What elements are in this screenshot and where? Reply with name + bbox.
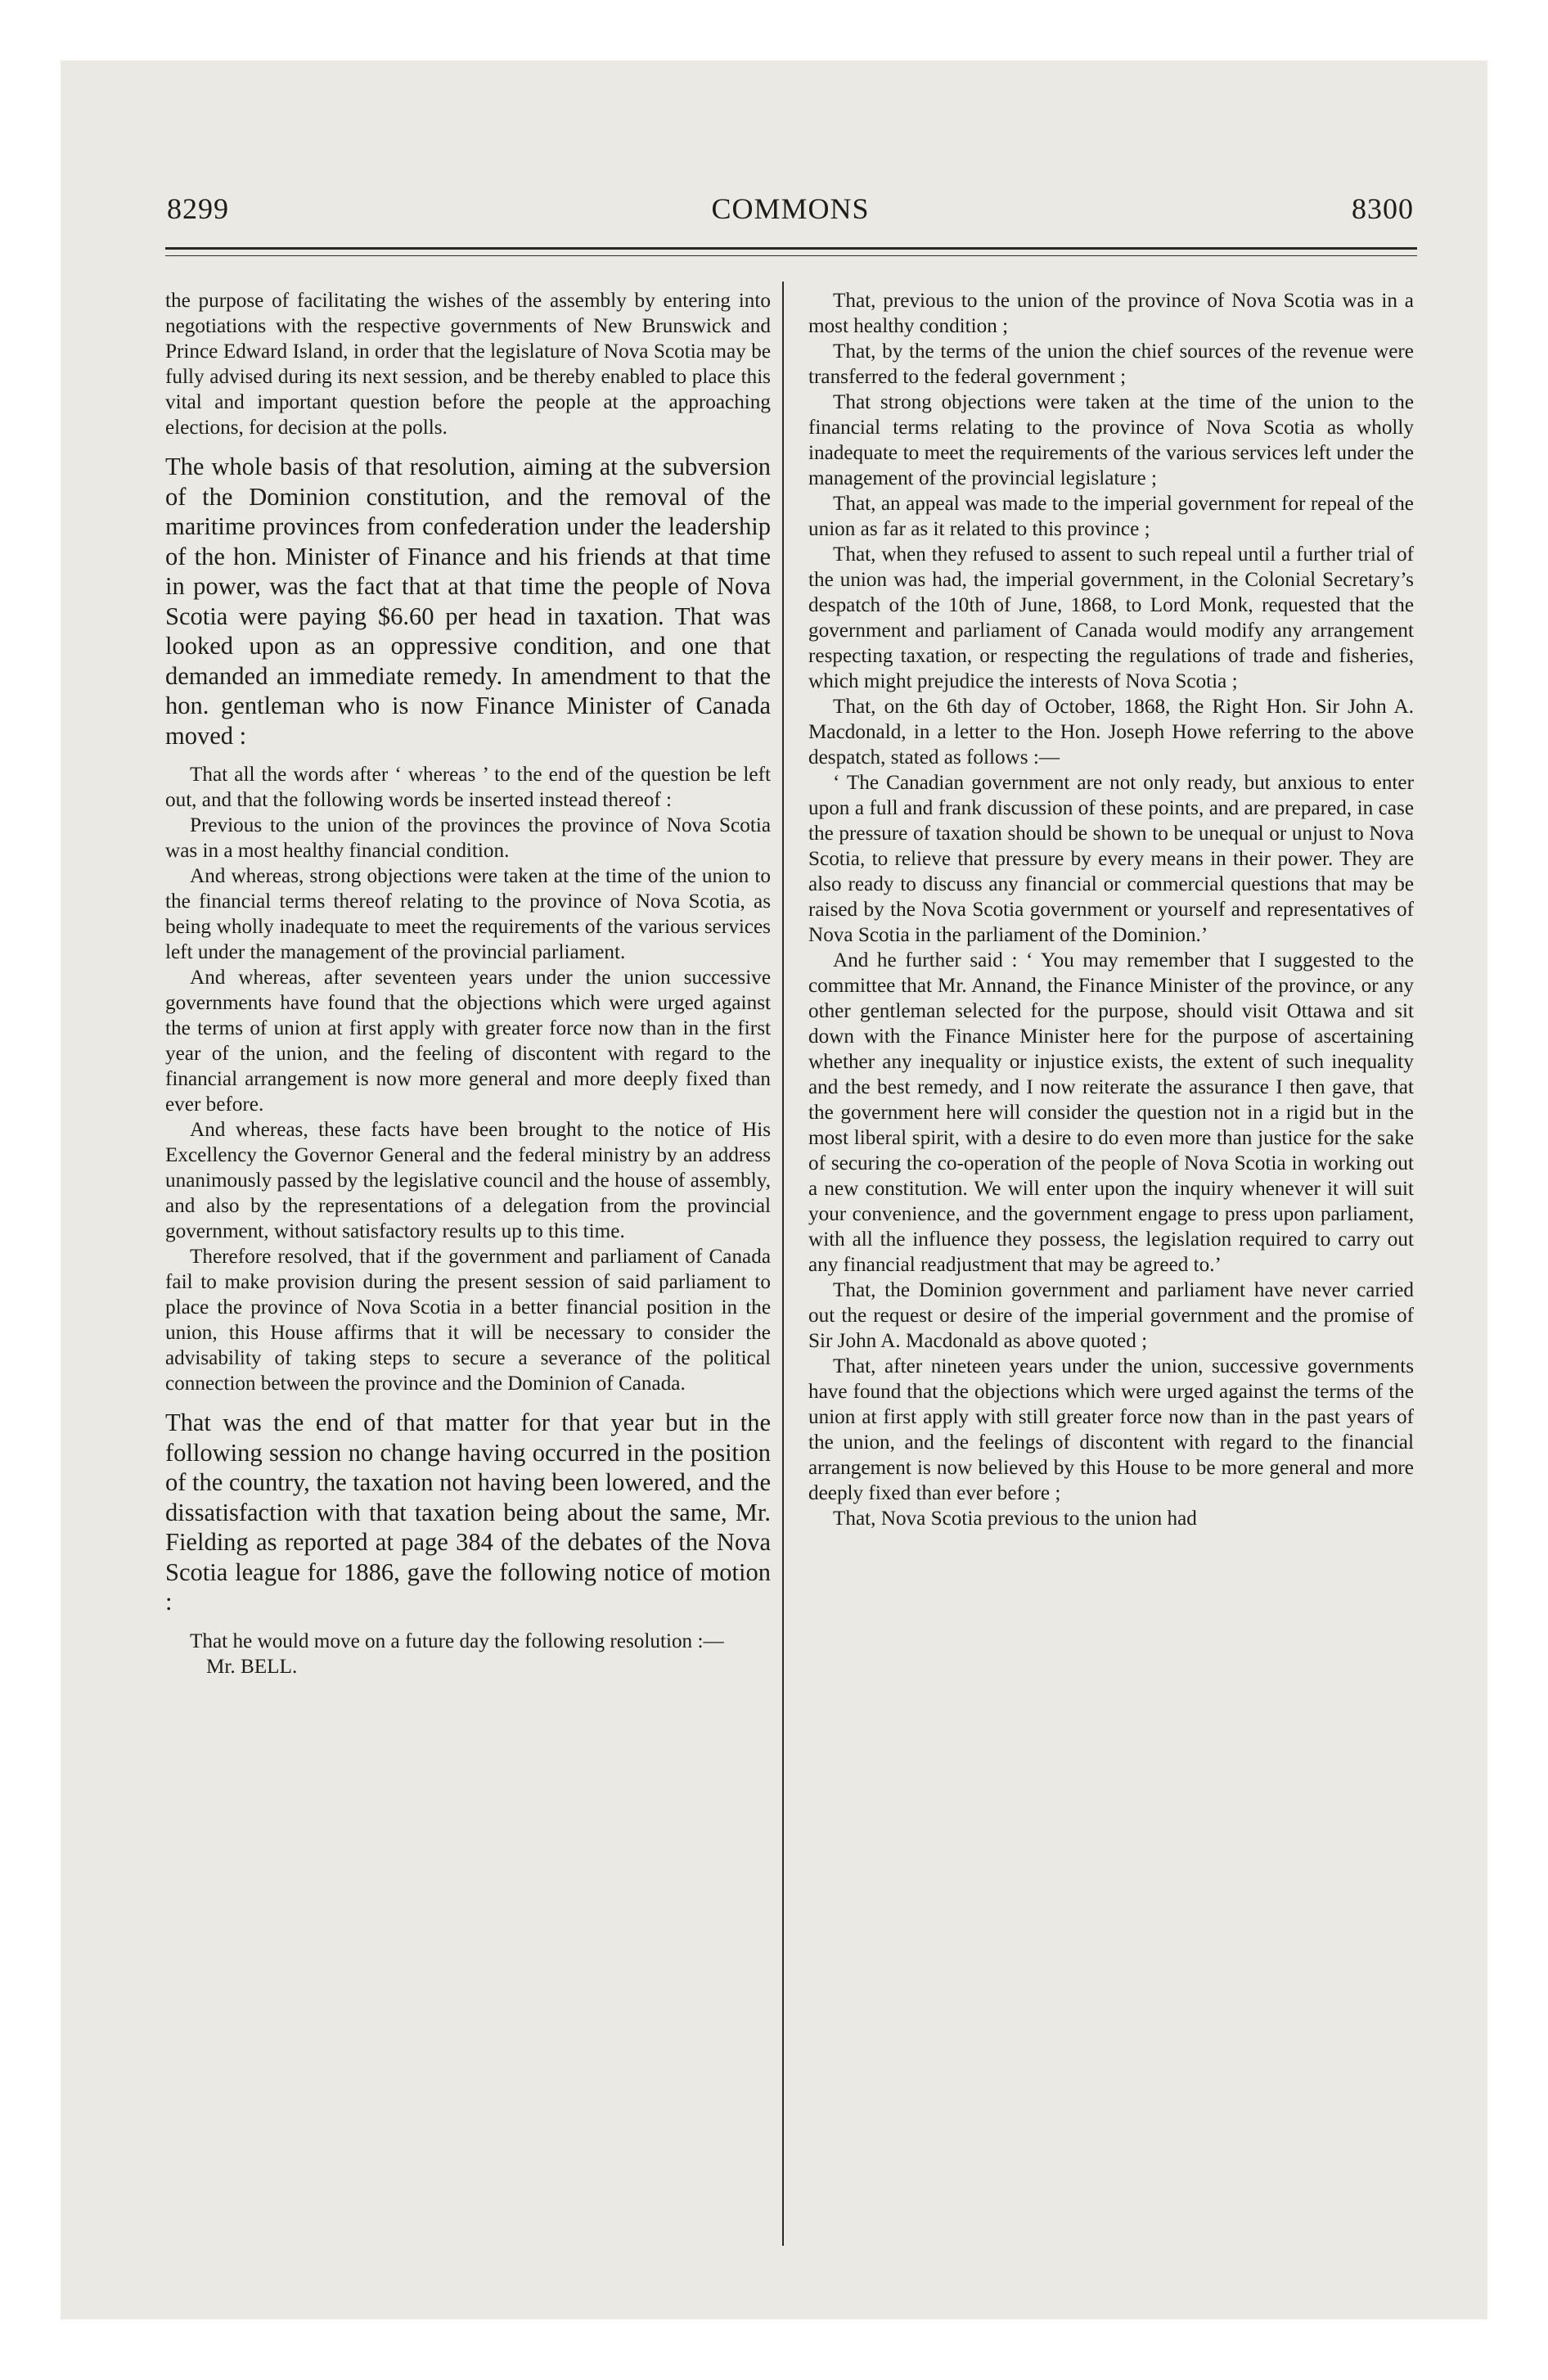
left-paragraph: Previous to the union of the provinces the province of Nova Scotia was in a most healthy financial condition. <box>165 814 771 862</box>
left-paragraph: The whole basis of that resolution, aiming at the subversion of the Dominion constitution, and the removal of the maritime provinces from confederation under the leadership of the hon. Minister of Finance and his friends at that time in power, was the fact that at that time the people of Nova Scotia were paying $6.60 per head in taxation. That was looked upon as an oppressive condition, and one that demanded an immediate remedy. In amendment to that the hon. gentleman who is now Finance Minister of Canada moved : <box>165 453 771 750</box>
left-paragraph: the purpose of facilitating the wishes of the assembly by entering into negotiations with the respective governments of New Brunswick and Prince Edward Island, in order that the legislature of Nova Scotia may be fully advised during its next session, and be thereby enabled to place this vital and important question before the people at the approaching elections, for decision at the polls. <box>165 290 771 439</box>
right-column <box>808 288 1414 1531</box>
right-paragraph: That, on the 6th day of October, 1868, the Right Hon. Sir John A. Macdonald, in a letter to the Hon. Joseph Howe referring to the above despatch, stated as follows :— <box>808 696 1414 769</box>
hansard-page <box>61 61 1487 2319</box>
left-paragraph: That was the end of that matter for that year but in the following session no change having occurred in the position of the country, the taxation not having been lowered, and the dissatisfaction with that taxation being about the same, Mr. Fielding as reported at page 384 of the debates of the Nova Scotia league for 1886, gave the following notice of motion : <box>165 1409 771 1616</box>
right-paragraph: ‘ The Canadian government are not only ready, but anxious to enter upon a full and frank discussion of these points, and are prepared, in case the pressure of taxation should be shown to be unequal or unjust to Nova Scotia, to relieve that pressure by every means in their power. They are also ready to discuss any financial or commercial questions that may be raised by the Nova Scotia government or yourself and representatives of Nova Scotia in the parliament of the Dominion.’ <box>808 772 1414 946</box>
right-paragraph: That, an appeal was made to the imperial government for repeal of the union as far as it related to this province ; <box>808 493 1414 540</box>
right-paragraph: That, after nineteen years under the union, successive governments have found that the objections which were urged against the terms of the union at first apply with still greater force now than in the past years of the union, and the feelings of discontent with regard to the financial arrangement is now believed by this House to be more general and more deeply fixed than ever before ; <box>808 1355 1414 1504</box>
left-paragraph: That all the words after ‘ whereas ’ to the end of the question be left out, and that the following words be inserted instead thereof : <box>165 764 771 811</box>
column-divider <box>782 282 784 2246</box>
right-page-number: 8300 <box>1352 192 1414 225</box>
right-paragraph: That, by the terms of the union the chief sources of the revenue were transferred to the federal government ; <box>808 340 1414 388</box>
speaker-signature: Mr. BELL. <box>206 1655 298 1678</box>
right-paragraph: And he further said : ‘ You may remember that I suggested to the committee that Mr. Annand, the Finance Minister of the province, or any other gentleman selected for the purpose, should visit Ottawa and sit down with the Finance Minister here for the purpose of ascertaining whether any inequality or injustice exists, the extent of such inequality and the best remedy, and I now reiterate the assurance I then gave, that the government here will consider the question not in a rigid but in the most liberal spirit, with a desire to do even more than justice for the sake of securing the co-operation of the people of Nova Scotia in working out a new constitution. We will enter upon the inquiry whenever it will suit your convenience, and the government engage to press upon parliament, with all the influence they possess, the legislation required to carry out any financial readjustment that may be agreed to.’ <box>808 949 1414 1276</box>
left-paragraph: That he would move on a future day the following resolution :— <box>190 1629 724 1652</box>
right-paragraph: That, the Dominion government and parliament have never carried out the request or desire of the imperial government and the promise of Sir John A. Macdonald as above quoted ; <box>808 1279 1414 1352</box>
page-title: COMMONS <box>711 192 870 225</box>
left-paragraph: Therefore resolved, that if the government and parliament of Canada fail to make provision during the present session of said parliament to place the province of Nova Scotia in a better financial position in the union, this House affirms that it will be necessary to consider the advisability of taking steps to secure a severance of the political connection between the province and the Dominion of Canada. <box>165 1246 771 1395</box>
left-column <box>165 288 771 1679</box>
header-rule-thin <box>165 255 1417 256</box>
page-header <box>167 192 1414 241</box>
right-paragraph: That strong objections were taken at the time of the union to the financial terms relating to the province of Nova Scotia as wholly inadequate to meet the requirements of the various services left under the management of the provincial legislature ; <box>808 391 1414 489</box>
right-paragraph: That, previous to the union of the province of Nova Scotia was in a most healthy condition ; <box>808 290 1414 337</box>
header-rule-thick <box>165 247 1417 250</box>
left-paragraph: And whereas, after seventeen years under the union successive governments have found that the objections which were urged against the terms of union at first apply with greater force now than in the first year of the union, and the feeling of discontent with regard to the financial arrangement is now more general and more deeply fixed than ever before. <box>165 967 771 1116</box>
right-paragraph: That, when they refused to assent to such repeal until a further trial of the union was had, the imperial government, in the Colonial Secretary’s despatch of the 10th of June, 1868, to Lord Monk, requested that the government and parliament of Canada would modify any arrangement respecting taxation, or respecting the regulations of trade and fisheries, which might prejudice the interests of Nova Scotia ; <box>808 543 1414 692</box>
left-paragraph: And whereas, these facts have been brought to the notice of His Excellency the Governor General and the federal ministry by an address unanimously passed by the legislative council and the house of assembly, and also by the representations of a delegation from the provincial government, without satisfactory results up to this time. <box>165 1119 771 1242</box>
left-paragraph: And whereas, strong objections were taken at the time of the union to the financial terms thereof relating to the province of Nova Scotia, as being wholly inadequate to meet the requirements of the various services left under the management of the provincial parliament. <box>165 865 771 963</box>
left-page-number: 8299 <box>167 192 229 225</box>
right-paragraph: That, Nova Scotia previous to the union had <box>833 1508 1197 1530</box>
